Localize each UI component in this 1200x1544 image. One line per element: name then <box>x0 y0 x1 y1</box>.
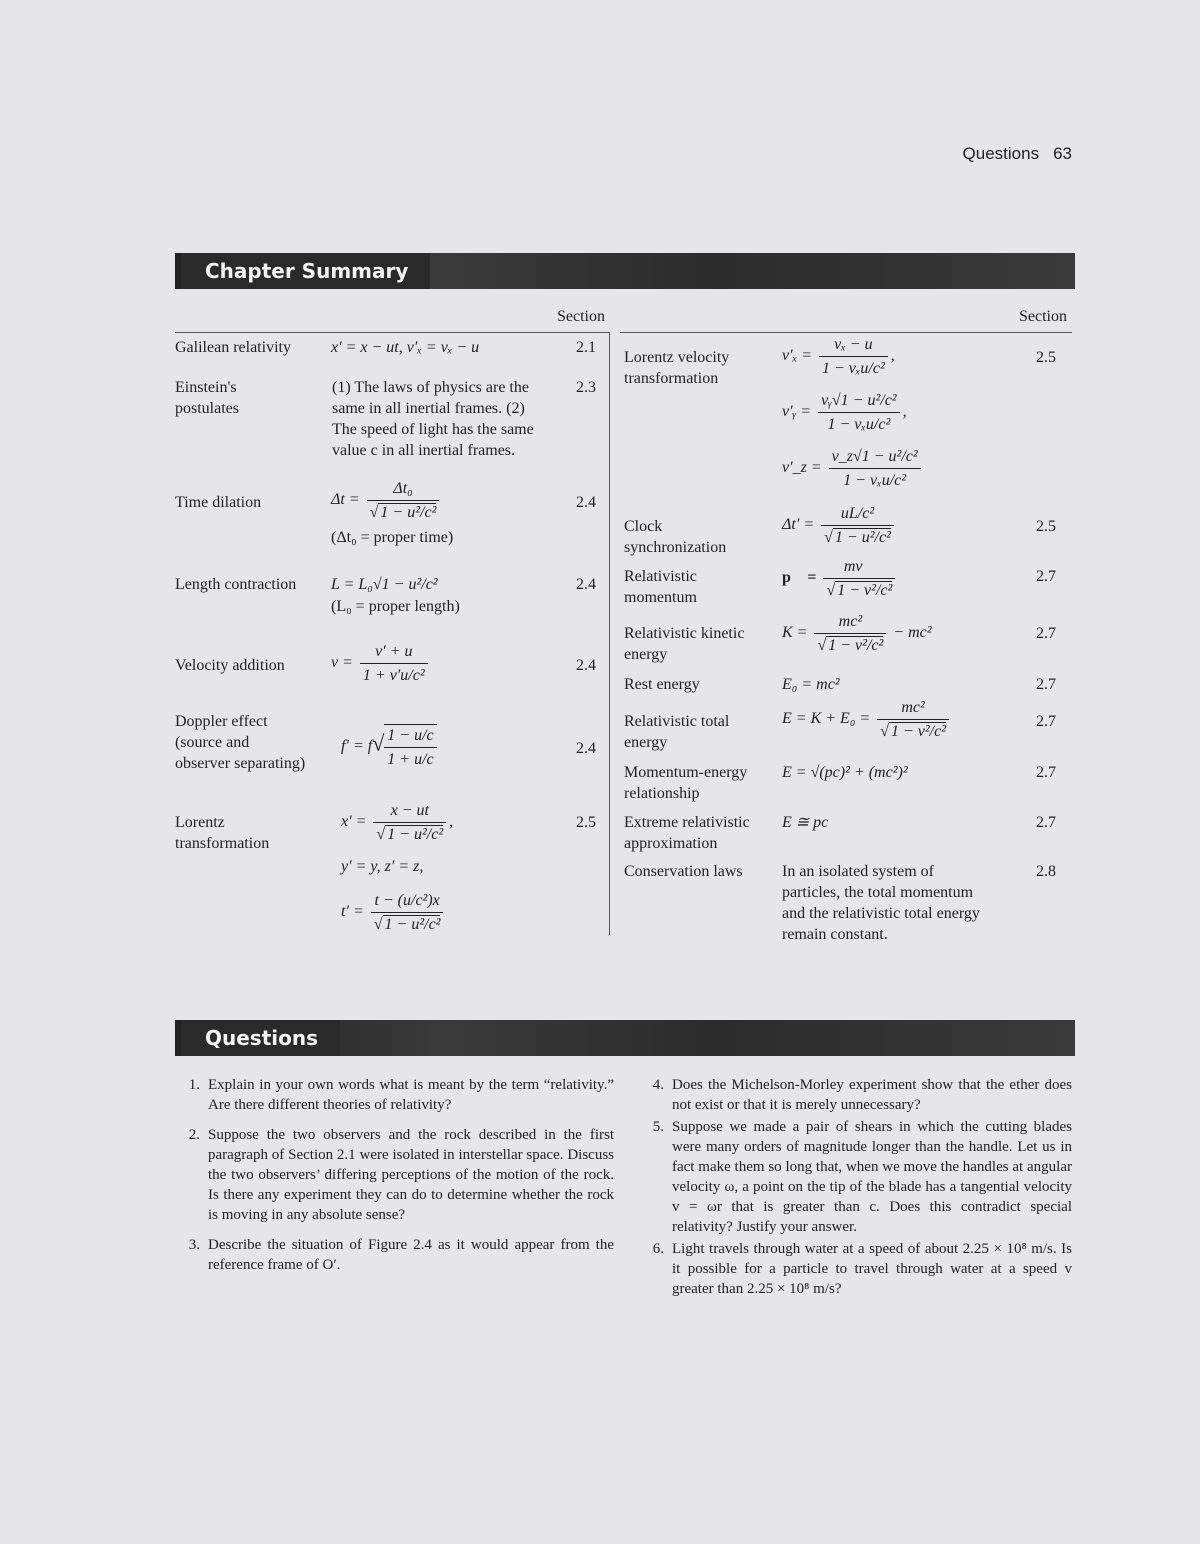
summary-label-time-dilation: Time dilation <box>175 494 262 511</box>
equation-velocity-z: v′_z = $\frac{\text{v\_z√1 − u²/c²}}{\text{1 − vₓu/c²}}$ <box>782 446 924 491</box>
chapter-summary-title: Chapter Summary <box>181 253 430 289</box>
equation-clock-sync: Δt′ = $\frac{\text{uL/c²}}{\text{√ 1 − u²/c²}}$ <box>782 503 897 548</box>
questions-title: Questions <box>181 1020 340 1056</box>
questions-banner <box>175 1020 1075 1056</box>
section-ref-lorentz: 2.5 <box>576 814 596 831</box>
section-ref-doppler: 2.4 <box>576 740 596 757</box>
section-ref-kinetic-energy: 2.7 <box>1036 625 1056 642</box>
equation-lorentz-x: x′ = $\frac{x - ut}{\text{√ 1 − u²/c²}}$ , <box>341 802 454 843</box>
equation-extreme-relativistic: E ≅ pc <box>782 814 829 831</box>
question-item: 4. Does the Michelson-Morley experiment show that the ether does not exist or that it is merely unnecessary? <box>652 1077 1072 1113</box>
summary-label-einstein: Einstein's postulates <box>175 379 239 417</box>
equation-galilean: x′ = x − ut, v′ₓ = vₓ − u <box>331 339 480 356</box>
equation-kinetic-energy: K = $\frac{\text{mc²}}{\text{√ 1 − v²/c²}}$ − mc² <box>782 613 932 654</box>
questions-column-right <box>642 1075 1072 1309</box>
summary-rule-left <box>175 332 609 333</box>
question-item: 6. Light travels through water at a speed of about 2.25 × 10⁸ m/s. Is it possible for a particle to travel through water at a speed v greater than 2.25 × 10⁸ m/s? <box>652 1241 1072 1297</box>
summary-label-lorentz-velocity: Lorentz velocity transformation <box>624 349 730 387</box>
summary-label-rest-energy: Rest energy <box>624 676 700 693</box>
summary-rule-right <box>620 332 1072 333</box>
summary-label-conservation: Conservation laws <box>624 863 743 880</box>
equation-velocity-y: v′ᵧ = $\frac{\text{vᵧ√1 − u²/c²}}{\text{1 − vₓu/c²}}$ , <box>782 392 907 433</box>
summary-label-clock-sync: Clock synchronization <box>624 518 727 556</box>
summary-label-doppler: Doppler effect (source and observer separating) <box>175 713 306 772</box>
question-item: 2. Suppose the two observers and the rock described in the first paragraph of Section 2.1 were isolated in interstellar space. Discuss the two observers’ differing perceptions of the motion of the rock. Is there any experiment they can do to determine whether the rock is moving in any absolute sense? <box>188 1127 614 1223</box>
conservation-laws-text: In an isolated system of particles, the total momentum and the relativistic total energy remain constant. <box>782 863 980 943</box>
equation-total-energy: E = K + E₀ = $\frac{\text{mc²}}{\text{√ 1 − v²/c²}}$ <box>782 697 952 742</box>
running-header-title: Questions <box>962 144 1040 163</box>
equation-lorentz-yz: y′ = y, z′ = z, <box>341 858 424 875</box>
summary-label-extreme-relativistic: Extreme relativistic approximation <box>624 814 750 852</box>
section-ref-rest-energy: 2.7 <box>1036 676 1056 693</box>
section-ref-velocity-addition: 2.4 <box>576 657 596 674</box>
equation-time-dilation: Δt = $\frac{\text{Δt₀}}{\text{√ 1 − u²/c²}}$ <box>331 478 442 523</box>
summary-label-galilean: Galilean relativity <box>175 339 291 356</box>
section-ref-lorentz-velocity: 2.5 <box>1036 349 1056 366</box>
question-item: 1. Explain in your own words what is meant by the term “relativity.” Are there different theories of relativity? <box>188 1077 614 1113</box>
section-ref-time-dilation: 2.4 <box>576 494 596 511</box>
questions-column-left <box>178 1075 614 1285</box>
section-column-header-left: Section <box>557 308 605 325</box>
summary-label-length-contraction: Length contraction <box>175 576 297 593</box>
summary-label-momentum: Relativistic momentum <box>624 568 697 606</box>
section-ref-length-contraction: 2.4 <box>576 576 596 593</box>
summary-label-kinetic-energy: Relativistic kinetic energy <box>624 625 745 663</box>
equation-rest-energy: E₀ = mc² <box>782 676 840 693</box>
section-ref-galilean: 2.1 <box>576 339 596 356</box>
section-ref-clock-sync: 2.5 <box>1036 518 1056 535</box>
summary-label-lorentz: Lorentz transformation <box>175 814 270 852</box>
equation-lorentz-t: t′ = $\frac{\text{t − (u/c²)x}}{\text{√ 1 − u²/c²}}$ <box>341 890 446 935</box>
equation-momentum: p⃗ = $\frac{mv⃗}{\text{√ 1 − v²/c²}}$ <box>782 556 898 601</box>
equation-length-contraction: L = L₀√1 − u²/c² <box>331 576 438 593</box>
section-column-header-right: Section <box>1019 308 1067 325</box>
summary-label-momentum-energy: Momentum-energy relationship <box>624 764 748 802</box>
running-header <box>963 144 1072 164</box>
section-ref-total-energy: 2.7 <box>1036 713 1056 730</box>
note-proper-length: (L₀ = proper length) <box>331 598 460 615</box>
question-item: 3. Describe the situation of Figure 2.4 as it would appear from the reference frame of O′. <box>188 1237 614 1273</box>
section-ref-momentum: 2.7 <box>1036 568 1056 585</box>
equation-doppler: f′ = f√ $\frac{1 - u/c}{1 + u/c}$ <box>341 724 440 770</box>
section-ref-momentum-energy: 2.7 <box>1036 764 1056 781</box>
equation-velocity-addition: v = $\frac{v' + u}{\text{1 + v′u/c²}}$ <box>331 641 431 686</box>
summary-column-divider <box>609 332 610 935</box>
equation-momentum-energy: E = √(pc)² + (mc²)² <box>782 764 908 781</box>
page-number: 63 <box>1053 144 1072 163</box>
section-ref-einstein: 2.3 <box>576 379 596 396</box>
summary-label-velocity-addition: Velocity addition <box>175 657 285 674</box>
question-item: 5. Suppose we made a pair of shears in which the cutting blades were many orders of magnitude longer than the handle. Let us in fact make them so long that, when we move the handles at angular velocity ω, a point on the tip of the blade has a tangential velocity v = ωr that is greater than c. Does this contradict special relativity? Justify your answer. <box>652 1119 1072 1235</box>
equation-velocity-x: v′ₓ = $\frac{\text{vₓ − u}}{\text{1 − vₓu/c²}}$ , <box>782 336 895 377</box>
section-ref-conservation: 2.8 <box>1036 863 1056 880</box>
einstein-postulates-text: (1) The laws of physics are the same in all inertial frames. (2) The speed of light has the same value c in all inertial frames. <box>332 379 534 459</box>
summary-label-total-energy: Relativistic total energy <box>624 713 730 751</box>
section-ref-extreme-relativistic: 2.7 <box>1036 814 1056 831</box>
note-proper-time: (Δt₀ = proper time) <box>331 529 454 546</box>
chapter-summary-banner <box>175 253 1075 289</box>
